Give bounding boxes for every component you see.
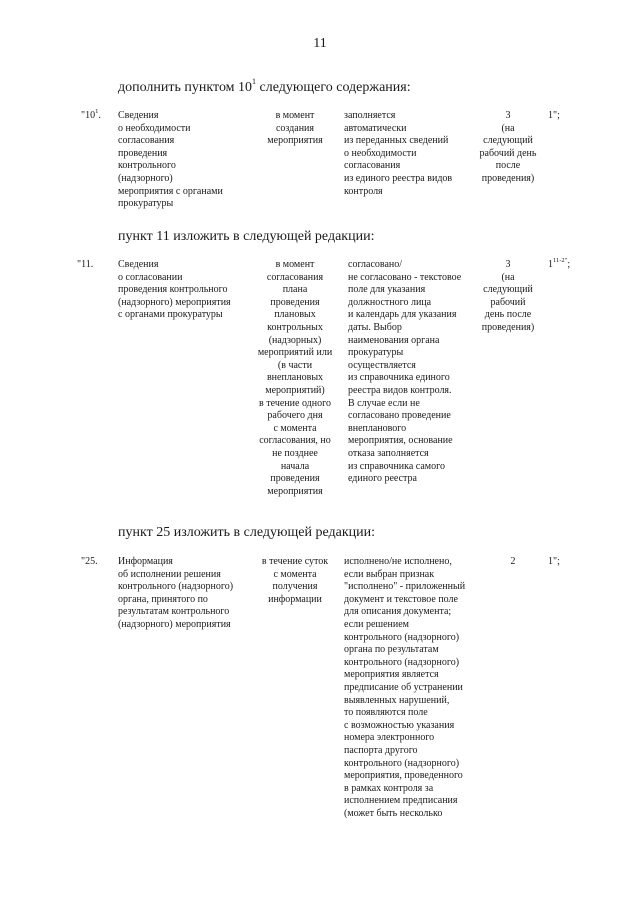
- item-description: заполняется автоматически из переданных сведений о необходимости согласования из единого реестра видов контроля: [344, 110, 453, 197]
- item-days: 3 (на следующий рабочий день после проведения): [481, 259, 535, 333]
- item-days: 3 (на следующий рабочий день после проведения): [479, 110, 537, 184]
- item-number: "11.: [77, 259, 94, 270]
- section-heading-11: пункт 11 изложить в следующей редакции:: [118, 229, 375, 244]
- item-requirement: 1";: [548, 110, 560, 121]
- item-timing: в момент создания мероприятия: [267, 110, 323, 147]
- item-number: "25.: [81, 556, 98, 567]
- section-heading-10-1: дополнить пунктом $10^1$ следующего содержания:: [118, 77, 411, 95]
- section-heading-25: пункт 25 изложить в следующей редакции:: [118, 525, 375, 540]
- item-days: 2: [510, 556, 516, 567]
- item-description: согласовано/ не согласовано - текстовое поле для указания должностного лица и календарь для указания даты. Выбор наименования органа прокуратуры осуществляется из справочника единого реестра видов контроля. В случае если не согласовано проведение внепланового мероприятия, основание отказа заполняется из справочника самого единого реестра: [348, 259, 462, 485]
- item-requirement: 1";: [548, 556, 560, 567]
- item-name: Сведения о необходимости согласования проведения контрольного (надзорного) мероприятия с органами прокуратуры: [118, 110, 223, 210]
- item-requirement: $1^{11-2"}$;: [548, 256, 571, 270]
- item-name: Информация об исполнении решения контрольного (надзорного) органа, принятого по результатам контрольного (надзорного) мероприятия: [118, 556, 234, 630]
- item-timing: в момент согласования плана проведения плановых контрольных (надзорных) мероприятий или (в части внеплановых мероприятий) в течение одного рабочего дня с момента согласования, но не позднее начала проведения мероприятия: [257, 259, 333, 497]
- item-name: Сведения о согласовании проведения контрольного (надзорного) мероприятия с органами прокуратуры: [118, 259, 231, 321]
- item-number: "$10^1$.: [81, 107, 101, 121]
- item-description: исполнено/не исполнено, если выбран признак "исполнено" - приложенный документ и текстовое поле для описания документа; если решением контрольного (надзорного) органа по результатам контрольного (надзорного) мероприятия является предписание об устранении выявленных нарушений, то появляются поле с возможностью указания номера электронного паспорта другого контрольного (надзорного) мероприятия, проведенного в рамках контроля за исполнением предписания (может быть несколько: [344, 556, 466, 819]
- page-number: 11: [313, 36, 327, 51]
- item-timing: в течение суток с момента получения информации: [261, 556, 329, 605]
